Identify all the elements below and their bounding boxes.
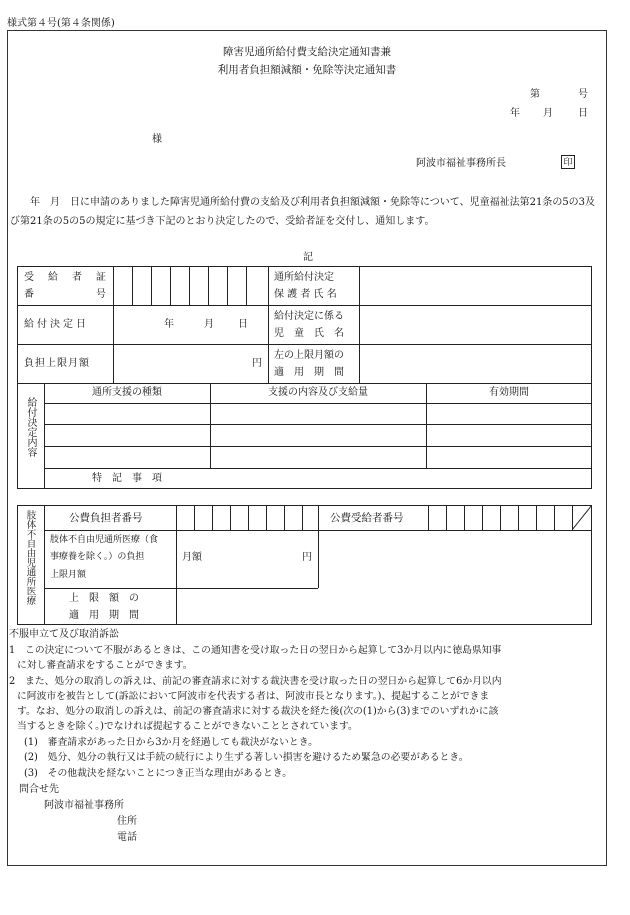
decision-date-tsuki: 月 (204, 319, 214, 330)
col-valid-period: 有効期間 (489, 387, 529, 398)
appeal-item-3: (3) その他裁決を経ないことにつき正当な理由があるとき。 (24, 768, 293, 779)
appeal-item-2: (2) 処分、処分の執行又は手続の続行により生ずる著しい損害を避けるため緊急の必要があるとき。 (24, 752, 469, 763)
medical-burden-label-1: 肢体不自由児通所医療（食 (50, 535, 159, 545)
guardian-label-2: 保 護 者 氏 名 (274, 289, 337, 300)
guardian-label-1: 通所給付決定 (274, 272, 334, 283)
date-hi: 日 (578, 108, 588, 119)
applicable-label-2: 適 用 期 間 (274, 367, 344, 378)
medical-side-label: 肢体不自由児通所医療 (24, 510, 36, 605)
contact-phone-label: 電話 (117, 832, 137, 843)
col-service-type: 通所支援の種類 (92, 387, 162, 398)
contact-label: 問合せ先 (19, 784, 59, 795)
appeal-heading: 不服申立て及び取消訴訟 (9, 629, 119, 640)
medical-burden-label-3: 上限月額 (50, 570, 87, 580)
diagonal-slash-cell (572, 505, 592, 530)
date-tsuki: 月 (543, 108, 553, 119)
ki-label: 記 (303, 252, 313, 263)
payer-no-label: 公費負担者番号 (69, 512, 143, 524)
decision-content-side-label: 給付決定内容 (25, 397, 36, 457)
appeal-p2-line4: 当するときを除く。)でなければ提起することができないこととされています。 (17, 721, 358, 732)
applicable-label-1: 左の上限月額の (274, 350, 344, 361)
burden-limit-yen: 円 (252, 358, 262, 369)
period-label-1: 上 限 額 の (69, 593, 139, 604)
appeal-p1-line1: 1 この決定について不服があるときは、この通知書を受け取った日の翌日から起算して3か月以内に徳島県知事 (9, 645, 502, 656)
decision-date-hi: 日 (238, 319, 248, 330)
col-service-content: 支援の内容及び支給量 (268, 387, 368, 398)
contact-address-label: 住所 (117, 816, 137, 827)
remarks-label: 特 記 事 項 (92, 473, 162, 484)
contact-office: 阿波市福祉事務所 (44, 800, 124, 811)
decision-date-nen: 年 (164, 319, 174, 330)
title-line-1: 障害児通所給付費支給決定通知書兼 (223, 46, 391, 58)
number-dai: 第 (530, 89, 540, 100)
title-line-2: 利用者負担額減額・免除等決定通知書 (217, 64, 397, 76)
issuer-name: 阿波市福祉事務所長 (416, 158, 506, 169)
addressee-sama: 様 (152, 134, 162, 145)
monthly-amount-label: 月額 (182, 552, 202, 563)
appeal-item-1: (1) 審査請求があった日から3か月を経過しても裁決がないとき。 (24, 737, 318, 748)
public-recipient-no-label: 公費受給者番号 (330, 512, 404, 524)
medical-burden-label-2: 事療養を除く。）の負担 (50, 552, 145, 562)
monthly-amount-yen: 円 (302, 552, 312, 563)
form-number: 様式第４号(第４条関係) (7, 18, 115, 29)
body-text: 年 月 日に申請のありました障害児通所給付費の支給及び利用者負担額減額・免除等について、児童福祉法第21条の5の3及び第21条の5の5の規定に基づき下記のとおり決定したので、受給者証を交付し、通知します。 (10, 197, 596, 227)
recipient-no-label-2: 番 号 (24, 289, 106, 300)
date-nen: 年 (510, 108, 520, 119)
recipient-no-label-1: 受 給 者 証 (24, 272, 106, 283)
seal-stamp: 印 (561, 155, 575, 169)
burden-limit-label: 負担上限月額 (24, 358, 90, 369)
appeal-p2-line1: 2 また、処分の取消しの訴えは、前記の審査請求に対する裁決書を受け取った日の翌日から起算して6か月以内 (9, 676, 502, 687)
child-label-1: 給付決定に係る (274, 311, 344, 322)
number-go: 号 (578, 89, 588, 100)
decision-date-label: 給付決定日 (24, 319, 89, 330)
appeal-p1-line2: に対し審査請求をすることができます。 (17, 660, 193, 671)
appeal-p2-line2: に阿波市を被告として(訴訟において阿波市を代表する者は、阿波市長となります。)、提起することができま (17, 691, 490, 702)
period-label-2: 適 用 期 間 (69, 610, 139, 621)
child-label-2: 児 童 氏 名 (274, 328, 344, 339)
appeal-p2-line3: す。なお、処分の取消しの訴えは、前記の審査請求に対する裁決を経た後(次の(1)から(3)までのいずれかに該 (17, 706, 499, 717)
